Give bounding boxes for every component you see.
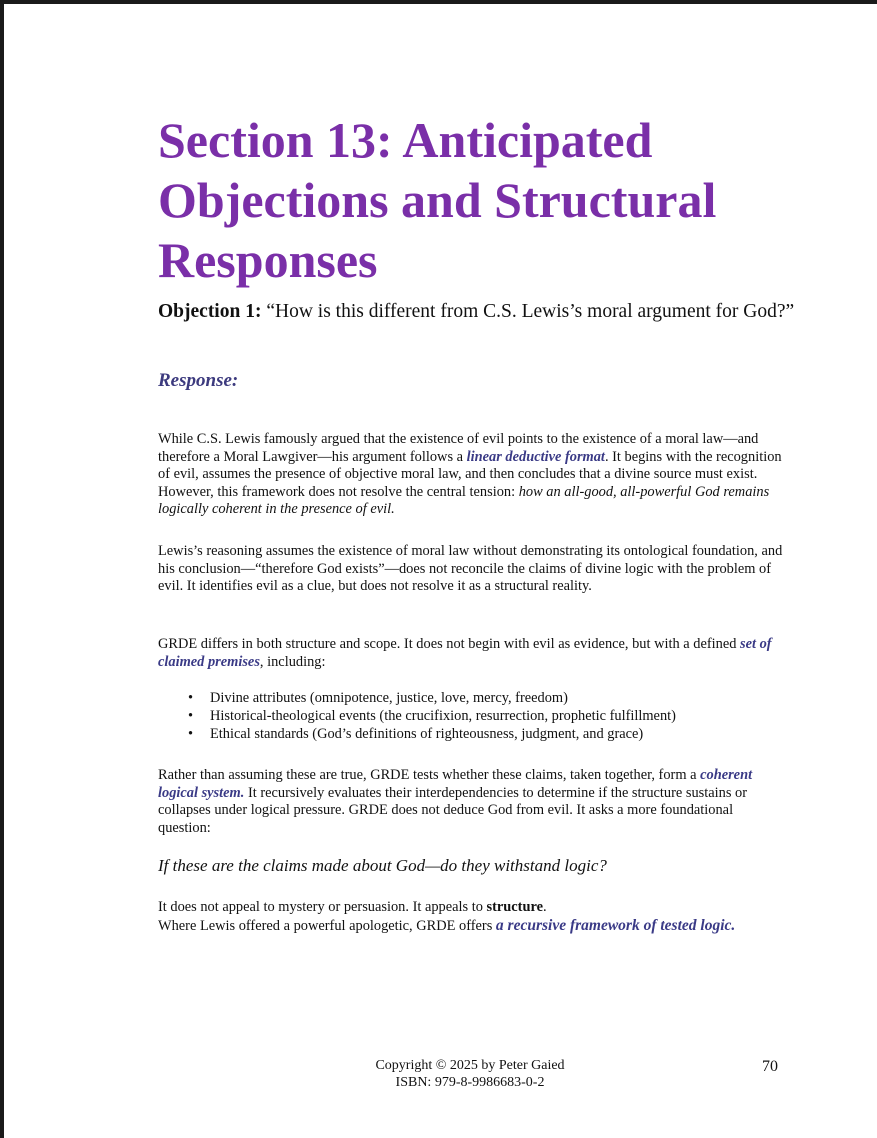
highlight-claimed-premises: set of claimed premises	[158, 636, 772, 670]
highlight-coherent-system: coherent logical system.	[158, 767, 753, 801]
paragraph-6-text: Where Lewis offered a powerful apologetic, GRDE offers	[158, 918, 496, 934]
paragraph-lewis-reasoning: Lewis’s reasoning assumes the existence of moral law without demonstrating its ontological foundation, and his conclusion—“therefore God exists”—does not reconcile the claims of divine logic with the problem of evil. It identifies evil as a clue, but does not resolve it as a structural reality.	[158, 543, 783, 594]
premises-list	[158, 689, 788, 743]
bullet-icon: •	[188, 726, 194, 742]
paragraph-5-text: It does not appeal to mystery or persuasion. It appeals to	[158, 899, 487, 915]
isbn-text: ISBN: 979-8-9986683-0-2	[395, 1075, 545, 1090]
paragraph-grde-differs	[158, 636, 788, 671]
paragraph-lewis-argument	[158, 431, 788, 519]
paragraph-3-text: GRDE differs in both structure and scope. It does not begin with evil as evidence, but with a defined	[158, 636, 741, 652]
paragraph-4-text-2: It recursively evaluates their interdependencies to determine if the structure sustains or collapses under logical pressure. GRDE does not deduce God from evil. It asks a more foundational question:	[158, 784, 748, 836]
list-item	[158, 689, 788, 707]
list-item	[158, 725, 788, 743]
paragraph-conclusion	[158, 917, 788, 936]
paragraph-1-text: While C.S. Lewis famously argued that the existence of evil points to the existence of a moral law—and therefore a Moral Lawgiver—his argument follows a	[158, 431, 759, 465]
paragraph-4-text: Rather than assuming these are true, GRDE tests whether these claims, taken together, form a	[158, 767, 701, 783]
objection-text: “How is this different from C.S. Lewis’s moral argument for God?”	[261, 301, 795, 322]
window-left-border	[0, 0, 4, 1138]
list-item-text: Divine attributes (omnipotence, justice, love, mercy, freedom)	[210, 690, 568, 706]
highlight-linear-deductive: linear deductive format	[466, 448, 605, 465]
section-title-line-2: Objections and Structural	[158, 172, 717, 228]
bullet-icon: •	[188, 708, 194, 724]
italic-central-tension: how an all-good, all-powerful God remains logically coherent in the presence of evil.	[158, 483, 770, 517]
page-number: 70	[762, 1058, 778, 1075]
page-footer	[300, 1057, 640, 1091]
response-heading: Response:	[158, 370, 239, 391]
list-item-text: Ethical standards (God’s definitions of righteousness, judgment, and grace)	[210, 726, 644, 742]
section-title-line-1: Section 13: Anticipated	[158, 112, 653, 168]
paragraph-grde-tests	[158, 767, 788, 837]
window-top-border	[0, 0, 877, 4]
objection-question	[158, 300, 798, 323]
copyright-text: Copyright © 2025 by Peter Gaied	[375, 1058, 565, 1073]
section-title-line-3: Responses	[158, 232, 378, 288]
paragraph-structure	[158, 899, 788, 917]
bold-structure: structure	[486, 899, 543, 915]
list-item	[158, 707, 788, 725]
foundational-question: If these are the claims made about God—do they withstand logic?	[158, 856, 607, 875]
list-item-text: Historical-theological events (the crucifixion, resurrection, prophetic fulfillment)	[210, 708, 676, 724]
bullet-icon: •	[188, 690, 194, 706]
paragraph-3-text-2: , including:	[259, 653, 326, 670]
paragraph-1-text-2: . It begins with the recognition of evil, assumes the presence of objective moral law, and then concludes that a divine source must exist. However, this framework does not resolve the central tension:	[158, 448, 782, 500]
section-title	[158, 110, 818, 290]
objection-label: Objection 1:	[158, 301, 262, 322]
highlight-recursive-framework: a recursive framework of tested logic.	[495, 917, 736, 934]
paragraph-5-end: .	[543, 899, 547, 915]
